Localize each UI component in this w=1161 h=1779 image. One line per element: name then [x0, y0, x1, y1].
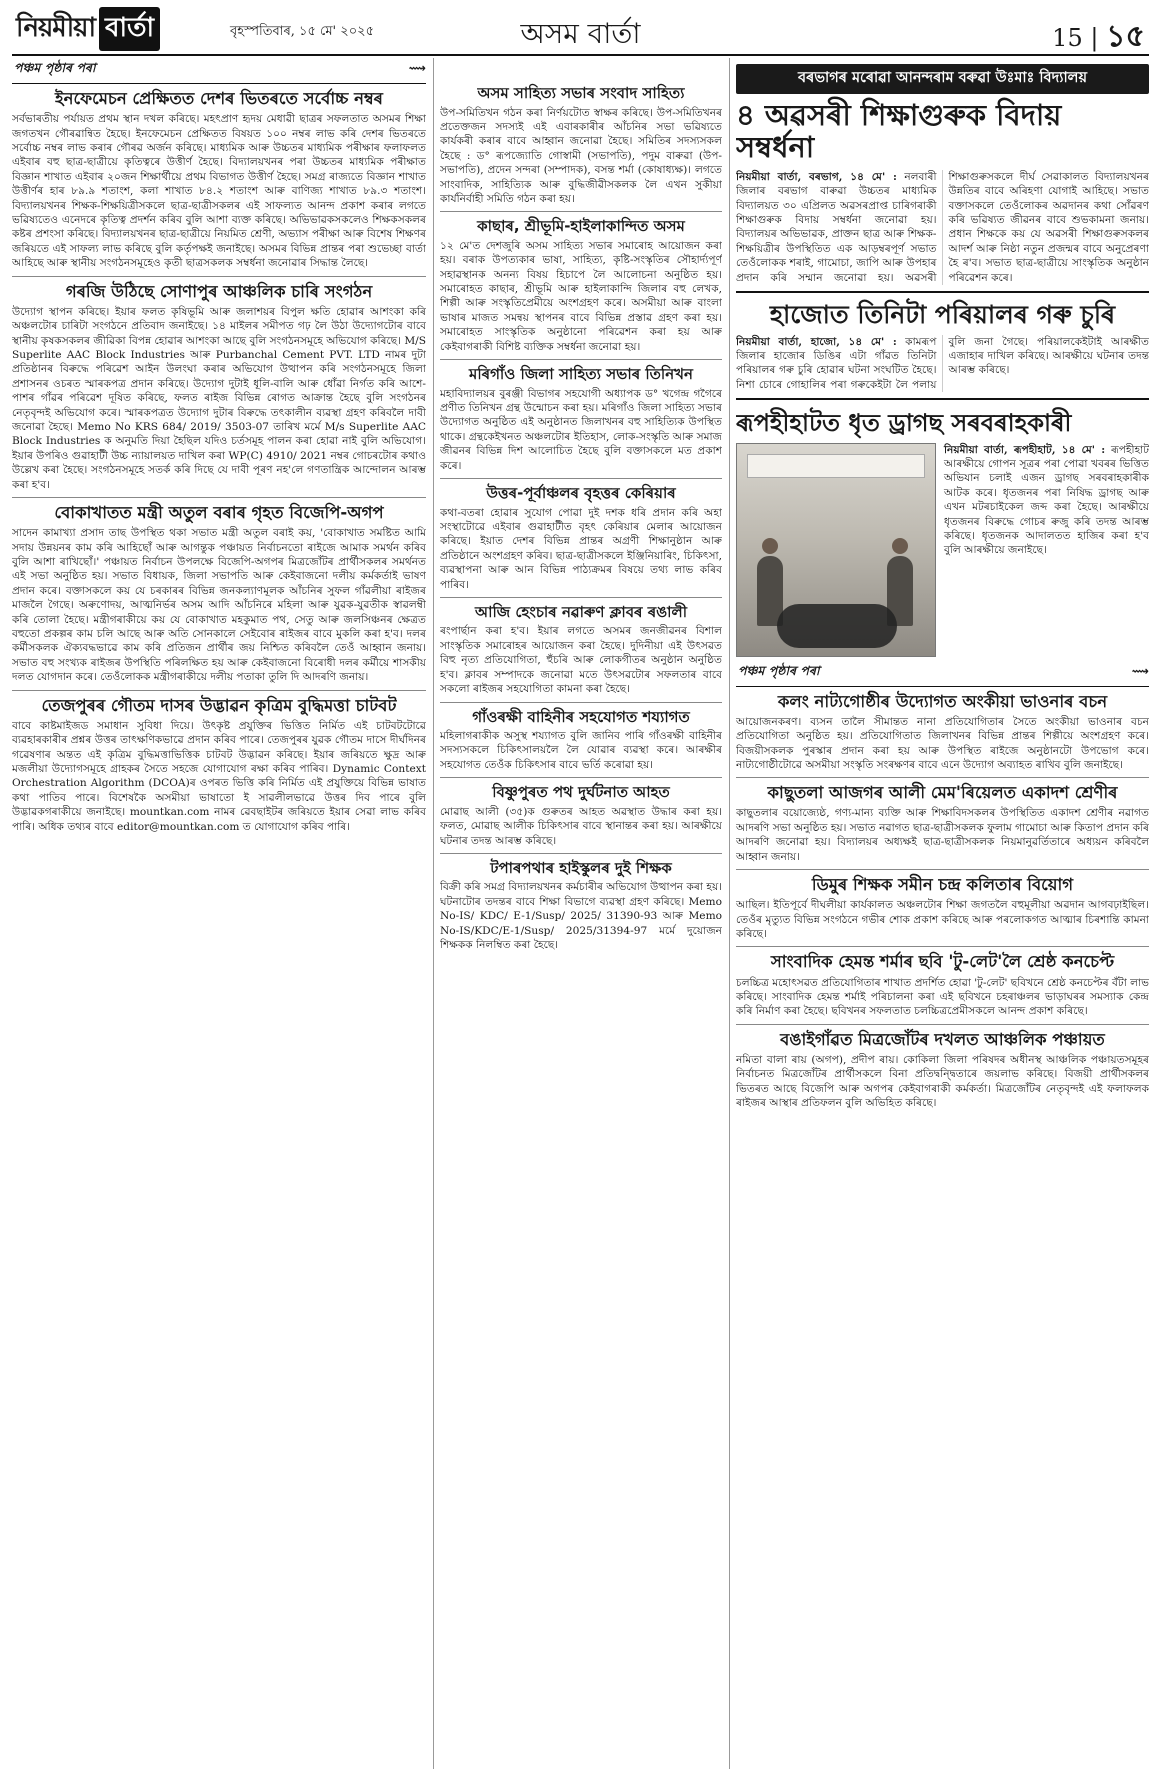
article-body: কাছুতলাৰ বয়োজ্যেষ্ঠ, গণ্য-মান্য ব্যক্তি আৰু শিক্ষাবিদসকলৰ উপস্থিতিত একাদশ শ্ৰেণীৰ নৱাগত আদৰণি সভা অনুষ্ঠিত হয়। সভাত নৱাগত ছাত্ৰ-ছাত্ৰীসকলক ফুলাম গামোচা আৰু কিতাপ প্ৰদান কৰি আদৰণি জনোৱা হয়। বিদ্যালয়ৰ অধ্যক্ষই ছাত্ৰ-ছাত্ৰীসকলক নিয়মানুৱৰ্তিতাৰে অধ্যয়ন কৰিবলৈ আহ্বান জনায়।	[736, 807, 1149, 863]
page-number-as: ১৫	[1106, 19, 1145, 54]
continued-label: পঞ্চম পৃষ্ঠাৰ পৰা	[738, 662, 820, 678]
article-body: উদ্যোগ স্থাপন কৰিছে। ইয়াৰ ফলত কৃষিভূমি আৰু জলাশয়ৰ বিপুল ক্ষতি হোৱাৰ আশংকা কৰি অঞ্চলটোৰ চাৰিটা সংগঠনে প্ৰতিবাদ জনাইছে। ১৪ মাইলৰ সমীপত গঢ় লৈ উঠা উদ্যোগটোৰ বাবে স্থানীয় কৃষকসকলৰ জীৱিকা বিপন্ন হোৱাৰ আশংকা আছে বুলি সংগঠনসমূহে অভিযোগ কৰিছে। M/S Superlite AAC Block Industries আৰু Purbanchal Cement PVT. LTD নামৰ দুটা প্ৰতিষ্ঠানৰ বিৰুদ্ধে পৰিৱেশ আইন উলংঘা কৰাৰ অভিযোগ উত্থাপন কৰি সংগঠনসমূহে জিলা প্ৰশাসনৰ ওচৰত স্মাৰকপত্ৰ প্ৰদান কৰিছে। উদ্যোগ দুটাই ধূলি-বালি আৰু ধোঁৱা নিৰ্গত কৰি আশে-পাশৰ গাঁৱৰ পৰিৱেশ দূষিত কৰিছে, ফলত ৰাইজ বিভিন্ন ৰোগত আক্ৰান্ত হৈছে বুলি সংগঠনৰ নেতৃবৃন্দই অভিযোগ কৰে। স্মাৰকপত্ৰত উদ্যোগ দুটাৰ বিৰুদ্ধে তৎকালীন ব্যৱস্থা গ্ৰহণ কৰিবলৈ দাবী জনোৱা হৈছে। Memo No KRS 684/ 2019/ 3503-07 তাৰিখ মৰ্মে M/s Superlite AAC Block Industries ক অনুমতি দিয়া হৈছিল যদিও চৰ্তসমূহ পালন কৰা হোৱা নাই বুলি অভিযোগ। ইয়াৰ উপৰিও গুৱাহাটী উচ্চ ন্যায়ালয়ত দাখিল কৰা WP(C) 4910/ 2021 নম্বৰ গোচৰটোৰ কথাও উল্লেখ কৰা হৈছে। সংগঠনসমূহে সতৰ্ক কৰি দিছে যে দাবী পূৰণ নহ'লে গণতান্ত্ৰিক আন্দোলন আৰম্ভ কৰা হ'ব।	[12, 305, 426, 491]
article-title: তেজপুৰৰ গৌতম দাসৰ উদ্ভাৱন কৃত্ৰিম বুদ্ধিমত্তা চাটবট	[41, 695, 397, 715]
article-text: কামৰূপ জিলাৰ হাজোৰ ডিঙিৰ এটা গাঁৱত তিনিটা পৰিয়ালৰ গৰু চুৰি হোৱাৰ ঘটনা সংঘটিত হৈছে। নিশা চোৰে গোহালিৰ পৰা গৰুকেইটা লৈ পলায় বুলি জনা গৈছে। পৰিয়ালকেইটাই আৰক্ষীত এজাহাৰ দাখিল কৰিছে। আৰক্ষীয়ে ঘটনাৰ তদন্ত আৰম্ভ কৰিছে।	[736, 335, 1149, 391]
continued-label: পঞ্চম পৃষ্ঠাৰ পৰা	[14, 60, 96, 75]
column-right	[736, 58, 1149, 1769]
article-title: কলং নাট্যগোষ্ঠীৰ উদ্যোগত অংকীয়া ভাওনাৰ বচন	[777, 691, 1108, 711]
ornament-icon: ⟿	[408, 61, 426, 75]
article-title: ৰূপহীহাটত ধৃত ড্ৰাগছ সৰবৰাহকাৰী	[736, 409, 1072, 438]
article-title: ইনফেমেচন প্ৰেক্ষিতত দেশৰ ভিতৰতে সৰ্বোচ্চ নম্বৰ	[55, 89, 383, 108]
article-body: আছিল। ইতিপূৰ্বে দীঘলীয়া কাৰ্যকালত অঞ্চলটোৰ শিক্ষা জগতলৈ বহুমূলীয়া অৱদান আগবঢ়াইছিল। তেওঁৰ মৃত্যুত বিভিন্ন সংগঠনে গভীৰ শোক প্ৰকাশ কৰিছে আৰু পৰলোকগত আত্মাৰ চিৰশান্তি কামনা কৰিছে।	[736, 899, 1149, 941]
article-title: গাঁওৰক্ষী বাহিনীৰ সহযোগত শয্যাগত	[472, 707, 690, 726]
article-body: চলচ্চিত্ৰ মহোৎসৱত প্ৰতিযোগিতাৰ শাখাত প্ৰদৰ্শিত হোৱা 'টু-লেট' ছবিখনে শ্ৰেষ্ঠ কনচেপ্টৰ বঁটা লাভ কৰিছে। সাংবাদিক হেমন্ত শৰ্মাই পৰিচালনা কৰা এই ছবিখনে চহৰাঞ্চলৰ ভাড়াঘৰৰ সমস্যাক কেন্দ্ৰ কৰি নিৰ্মাণ কৰা হৈছে। ছবিখনৰ সফলতাত চলচ্চিত্ৰপ্ৰেমীসকলে আনন্দ প্ৰকাশ কৰিছে।	[736, 976, 1149, 1018]
article-title: বঙাইগাঁৱত মিত্ৰজোঁটৰ দখলত আঞ্চলিক পঞ্চায়ত	[780, 1029, 1105, 1049]
masthead	[12, 8, 1149, 56]
article-body: ৰংপাৰ্ছান কৰা হ'ব। ইয়াৰ লগতে অসমৰ জনজীৱনৰ বিশাল সাংস্কৃতিক সমাৰোহৰ আয়োজন কৰা হৈছে। দুদিনীয়া এই উৎসৱত বিহু নৃত্য প্ৰতিযোগিতা, হুঁচৰি আৰু লোকগীতৰ অনুষ্ঠান অনুষ্ঠিত হ'ব। ক্লাবৰ সম্পাদকে জনোৱা মতে উৎসৱটোৰ সফলতাৰ বাবে সকলো ৰাইজৰ সহযোগিতা কামনা কৰা হৈছে।	[440, 625, 722, 696]
article-title: বিষ্ণুপুৰত পথ দুৰ্ঘটনাত আহত	[492, 783, 670, 802]
news-photo	[736, 443, 936, 657]
article-body: নমিতা বালা ৰায় (অগপ), প্ৰদীপ ৰায়। কোকিলা জিলা পৰিষদৰ অধীনস্থ আঞ্চলিক পঞ্চায়তসমূহৰ নিৰ্বাচনত মিত্ৰজোঁটৰ প্ৰাৰ্থীসকলে বিনা প্ৰতিদ্বন্দ্বিতাৰে জয়লাভ কৰিছে। বিজয়ী প্ৰাৰ্থীসকলৰ ভিতৰত আছে বিজেপি আৰু অগপৰ কেইবাগৰাকী কৰ্মকৰ্তা। মিত্ৰজোঁটৰ নেতৃবৃন্দই এই ফলাফলক ৰাইজৰ আস্থাৰ প্ৰতিফলন বুলি অভিহিত কৰিছে।	[736, 1053, 1149, 1110]
lead-headline: ৪ অৱসৰী শিক্ষাগুৰুক বিদায় সম্বৰ্ধনা	[736, 98, 1062, 164]
article-body: সাদেন কামাখ্যা প্ৰসাদ তাছ উপস্থিত থকা সভাত মন্ত্ৰী অতুল বৰাই কয়, 'বোকাখাত সমষ্টিত আমি সদায় উন্নয়নৰ কাম কৰি আহিছোঁ আৰু আগন্তুক পঞ্চায়ত নিৰ্বাচনতো ৰাইজে আমাক সমৰ্থন কৰিব বুলি আশা ৰাখিছোঁ।' পঞ্চায়ত নিৰ্বাচন উপলক্ষে বিজেপি-অগপৰ মিত্ৰজোঁটৰ প্ৰাৰ্থীসকলৰ সমৰ্থনত এই সভা অনুষ্ঠিত হয়। সভাত বিধায়ক, জিলা সভাপতি আৰু কেইবাজনো দলীয় কৰ্মকৰ্তাই ভাষণ প্ৰদান কৰে। বক্তাসকলে কয় যে চৰকাৰৰ বিভিন্ন জনকল্যাণমূলক আঁচনিৰ সুফল গাঁৱলীয়া ৰাইজৰ মাজলৈ গৈছে। অৰুণোদয়, আত্মনিৰ্ভৰ অসম আদি আঁচনিৰে মহিলা আৰু যুৱক-যুৱতীক স্বাৱলম্বী কৰি তোলা হৈছে। মন্ত্ৰীগৰাকীয়ে কয় যে বোকাখাত মহকুমাত পথ, সেতু আৰু জলসিঞ্চনৰ ক্ষেত্ৰত বহুতো প্ৰকল্পৰ কাম চলি আছে আৰু অতি সোনকালে সেইবোৰ ৰাইজৰ বাবে মুকলি কৰা হ'ব। দলৰ কৰ্মীসকলক ঐক্যবদ্ধভাৱে কাম কৰি প্ৰতিজন প্ৰাৰ্থীৰ জয় নিশ্চিত কৰিবলৈ তেওঁ আহ্বান জনায়। সভাত বহু সংখ্যক ৰাইজৰ উপস্থিতি পৰিলক্ষিত হয় আৰু কেইবাজনো বিৰোধী দলৰ কৰ্মীয়ে শাসকীয় দলত যোগদান কৰে। তেওঁলোকক মন্ত্ৰীগৰাকীয়ে দলীয় পতাকা তুলি দি আদৰণি জনায়।	[12, 527, 426, 684]
article-body: কথা-বতৰা হোৱাৰ সুযোগ পোৱা দুই দশক ধৰি প্ৰদান কৰি অহা সংস্থাটোৱে এইবাৰ গুৱাহাটীত বৃহৎ কেৰিয়াৰ মেলাৰ আয়োজন কৰিছে। ইয়াত দেশৰ বিভিন্ন প্ৰান্তৰ অগ্ৰণী শিক্ষানুষ্ঠান আৰু প্ৰতিষ্ঠানে অংশগ্ৰহণ কৰিব। ছাত্ৰ-ছাত্ৰীসকলে ইঞ্জিনিয়াৰিং, চিকিৎসা, ব্যৱস্থাপনা আৰু আন বিভিন্ন পাঠ্যক্ৰমৰ বিষয়ে তথ্য লাভ কৰিব পাৰিব।	[440, 506, 722, 591]
photo-person-head	[762, 538, 778, 554]
article-title: হাজোত তিনিটা পৰিয়ালৰ গৰু চুৰি	[769, 300, 1116, 330]
ornament-icon: ⟿	[1131, 663, 1149, 678]
dateline: নিয়মীয়া বাৰ্তা, বৰভাগ, ১৪ মে' :	[736, 170, 897, 183]
page-number-en: 15	[1052, 24, 1083, 52]
content-grid	[12, 58, 1149, 1769]
section-title: অসম বাৰ্তা	[520, 17, 641, 50]
dateline: নিয়মীয়া বাৰ্তা, হাজো, ১৪ মে' :	[736, 335, 897, 348]
logo-part2: বাৰ্তা	[99, 7, 160, 51]
article-body: মোৱাছ আলী (৩৫)ক গুৰুতৰ আহত অৱস্থাত উদ্ধাৰ কৰা হয়। ফলত, মোৱাছ আলীক চিকিৎসাৰ বাবে স্থানান্তৰ কৰা হয়। আৰক্ষীয়ে ঘটনাৰ তদন্ত আৰম্ভ কৰিছে।	[440, 805, 722, 847]
article-title: আজি হেংচাৰ নৱাৰুণ ক্লাবৰ ৰঙালী	[474, 602, 687, 621]
article-body	[736, 335, 1149, 393]
article-body: মহাবিদ্যালয়ৰ বুৰঞ্জী বিভাগৰ সহযোগী অধ্যাপক ড° খগেন্দ্ৰ গগৈৰে প্ৰণীত তিনিখন গ্ৰন্থ উন্মোচন কৰা হয়। মৰিগাঁও জিলা সাহিত্য সভাৰ উদ্যোগত অনুষ্ঠিত এই অনুষ্ঠানত জিলাখনৰ বহু সাহিত্যিক উপস্থিত থাকে। গ্ৰন্থকেইখনত অঞ্চলটোৰ ইতিহাস, লোক-সংস্কৃতি আৰু সমাজ জীৱনৰ বিভিন্ন দিশ আলোচিত হৈছে বুলি বক্তাসকলে মত প্ৰকাশ কৰে।	[440, 387, 722, 472]
article-title: সাংবাদিক হেমন্ত শৰ্মাৰ ছবি 'টু-লেট'লৈ শ্ৰেষ্ঠ কনচেপ্ট	[770, 952, 1115, 972]
photo-person-head	[892, 538, 908, 554]
article-body	[736, 170, 1149, 285]
continued-header	[736, 661, 1149, 687]
article-title: কাছাৰ, শ্ৰীভূমি-হাইলাকান্দিত অসম	[477, 217, 685, 236]
photo-story	[736, 443, 1149, 657]
dateline: নিয়মীয়া বাৰ্তা, ৰূপহীহাট, ১৪ মে' :	[944, 443, 1106, 456]
article-body: আয়োজনকৰণ। ব্যসন তালৈ সীমান্তত নানা প্ৰতিযোগিতাৰ সৈতে অংকীয়া ভাওনাৰ বচন প্ৰতিযোগিতা অনুষ্ঠিত হয়। প্ৰতিযোগিতাত জিলাখনৰ বিভিন্ন প্ৰান্তৰ শিল্পীয়ে অংশগ্ৰহণ কৰে। বিজয়ীসকলক পুৰস্কাৰ প্ৰদান কৰা হয় আৰু উপস্থিত ৰাইজে অনুষ্ঠানটো উপভোগ কৰে। নাট্যগোষ্ঠীটোৱে অসমীয়া সংস্কৃতি সংৰক্ষণৰ বাবে এনে উদ্যোগ অব্যাহত ৰাখিব বুলি জনাইছে।	[736, 715, 1149, 771]
column-left	[12, 58, 426, 1769]
article-body	[944, 443, 1149, 652]
article-title: ডিমুৰ শিক্ষক সমীন চন্দ্ৰ কলিতাৰ বিয়োগ	[811, 875, 1074, 895]
article-text: নলবাৰী জিলাৰ বৰভাগ বাৰুৱা উচ্চতৰ মাধ্যমিক বিদ্যালয়ত ৩০ এপ্ৰিলত অৱসৰপ্ৰাপ্ত চাৰিগৰাকী শিক্ষাগুৰুক বিদায় সম্বৰ্ধনা জনোৱা হয়। বিদ্যালয়ৰ অভিভাৱক, প্ৰাক্তন ছাত্ৰ আৰু শিক্ষক-শিক্ষয়িত্ৰীৰ উপস্থিতিত এক আড়ম্বৰপূৰ্ণ সভাত তেওঁলোকক শৰাই, গামোচা, জাপি আৰু উপহাৰ প্ৰদান কৰি সম্মান জনোৱা হয়। অৱসৰী শিক্ষাগুৰুসকলে দীৰ্ঘ সেৱাকালত বিদ্যালয়খনৰ উন্নতিৰ বাবে অৰিহণা যোগাই আহিছে। সভাত বক্তাসকলে তেওঁলোকৰ অৱদানৰ কথা সোঁৱৰণ কৰি ভৱিষ্যত জীৱনৰ বাবে শুভকামনা জনায়। প্ৰধান শিক্ষকে কয় যে অৱসৰী শিক্ষাগুৰুসকলৰ আদৰ্শ আৰু নিষ্ঠা নতুন প্ৰজন্মৰ বাবে অনুপ্ৰেৰণা হৈ ৰ'ব। সভাত ছাত্ৰ-ছাত্ৰীয়ে সাংস্কৃতিক অনুষ্ঠান পৰিৱেশন কৰে।	[736, 170, 1149, 284]
article-title: বোকাখাতত মন্ত্ৰী অতুল বৰাৰ গৃহত বিজেপি-অগপ	[54, 503, 384, 523]
article-body: মহিলাগৰাকীক অসুস্থ শয্যাগত বুলি জানিব পাৰি গাঁওৰক্ষী বাহিনীৰ সদস্যসকলে চিকিৎসালয়লৈ লৈ যোৱাৰ ব্যৱস্থা কৰে। আৰক্ষীৰ সহযোগত তেওঁক চিকিৎসাৰ বাবে ভৰ্তি কৰোৱা হয়।	[440, 730, 722, 771]
school-header: বৰভাগৰ মৰোৱা আনন্দৰাম বৰুৱা উঃমাঃ বিদ্যালয়	[736, 64, 1149, 94]
column-divider	[729, 58, 730, 1769]
continued-header	[12, 58, 426, 84]
article-title: উত্তৰ-পূৰ্বাঞ্চলৰ বৃহত্তৰ কেৰিয়াৰ	[486, 484, 676, 503]
article-title: অসম সাহিত্য সভাৰ সংবাদ সাহিত্য	[477, 84, 685, 102]
article-title: গৰজি উঠিছে সোণাপুৰ আঞ্চলিক চাৰি সংগঠন	[65, 281, 373, 301]
article-body: বিক্ৰী কৰি সমগ্ৰ বিদ্যালয়খনৰ কৰ্মচাৰীৰ অভিযোগ উত্থাপন কৰা হয়। ঘটনাটোৰ তদন্তৰ বাবে শিক্ষা বিভাগে ব্যৱস্থা গ্ৰহণ কৰিছে। Memo No-IS/ KDC/ E-1/Susp/ 2025/ 31390-93 আৰু Memo No-IS/KDC/E-1/Susp/ 2025/31394-97 মৰ্মে দুয়োজন শিক্ষকক নিলম্বিত কৰা হৈছে।	[440, 881, 722, 952]
article-title: টপাৰপথাৰ হাইস্কুলৰ দুই শিক্ষক	[490, 858, 672, 877]
column-divider	[433, 58, 434, 1769]
article-title: মৰিগাঁও জিলা সাহিত্য সভাৰ তিনিখন	[469, 365, 693, 384]
photo-banner	[747, 454, 925, 478]
article-body: সৰ্বভাৰতীয় পৰ্যায়ত প্ৰথম স্থান দখল কৰিছে। মহৎপ্ৰাণ হৃদয় মেধাৱী ছাত্ৰৰ সফলতাত অসমৰ শিক্ষা জগতখন গৌৰৱান্বিত হৈছে। ইনফেমেচন প্ৰেক্ষিতত বিষয়ত ১০০ নম্বৰ লাভ কৰি দেশৰ ভিতৰতে সৰ্বোচ্চ নম্বৰ লাভ কৰাৰ গৌৰৱ অৰ্জন কৰিছে। মাধ্যমিক আৰু উচ্চতৰ মাধ্যমিক পৰীক্ষাৰ ফলাফলত এইবাৰ বহু ছাত্ৰ-ছাত্ৰীয়ে কৃতিত্বৰে উত্তীৰ্ণ হৈছে। বিদ্যালয়খনৰ পৰা উচ্চতৰ মাধ্যমিক পৰীক্ষাত বিজ্ঞান শাখাত এইবাৰ ২০জন শিক্ষাৰ্থীয়ে প্ৰথম বিভাগত উত্তীৰ্ণ হৈছে। সমগ্ৰ ৰাজ্যতে বিজ্ঞান শাখাত উত্তীৰ্ণৰ হাৰ ৮৯.৯ শতাংশ, কলা শাখাত ৮৪.২ শতাংশ আৰু বাণিজ্য শাখাত ৮৯.৩ শতাংশ। বিদ্যালয়খনৰ শিক্ষক-শিক্ষয়িত্ৰীসকলে ছাত্ৰ-ছাত্ৰীসকলৰ এই সাফল্যত আনন্দ প্ৰকাশ কৰাৰ লগতে ভৱিষ্যতেও এনেদৰে কৃতিত্ব প্ৰদৰ্শন কৰিব বুলি আশা ব্যক্ত কৰিছে। অভিভাৱকসকলেও শিক্ষকসকলৰ কষ্টৰ প্ৰশংসা কৰিছে। বিদ্যালয়খনৰ ছাত্ৰ-ছাত্ৰীয়ে নিয়মিত শ্ৰেণী, অভ্যাস পৰীক্ষা আৰু বিশেষ শিক্ষণৰ জৰিয়তে এই সাফল্য লাভ কৰিছে বুলি কৰ্তৃপক্ষই জনাইছে। অসমৰ বিভিন্ন প্ৰান্তৰ পৰা শুভেচ্ছা বাৰ্তা আহিছে আৰু স্থানীয় সংগঠনসমূহেও কৃতী ছাত্ৰসকলক সম্বৰ্ধনা জনোৱাৰ সিদ্ধান্ত লৈছে।	[12, 113, 426, 270]
article-body: উপ-সমিতিখন গঠন কৰা নিৰ্ণয়টোত স্বাক্ষৰ কৰিছে। উপ-সমিতিখনৰ প্ৰতেক্তজন সদস্যই এই এবাৰকাৰীৰ আঁচনিৰ সভা ভৱিষ্যতে কাৰ্যকৰী কৰাৰ বাবে আহ্বান জনোৱা হৈছে। সমিতিৰ সদস্যসকল হৈছে : ড° ৰূপজ্যোতি গোস্বামী (সভাপতি), পদুম বাৰুৱা (উপ-সভাপতি), প্ৰদেন সন্দৰা (সম্পাদক), বসন্ত শৰ্মা (কোষাধ্যক্ষ)। লগতে সাংবাদিক, সাহিত্যিক আৰু বুদ্ধিজীৱীসকলক লৈ এখন সুকীয়া কাৰ্যনিৰ্বাহী সমিতি গঠন কৰা হয়।	[440, 106, 722, 205]
column-middle	[440, 58, 722, 1769]
article-body: বাবে কাষ্টমাইজড সমাধান সুবিধা দিয়ে। উৎকৃষ্ট প্ৰযুক্তিৰ ভিত্তিত নিৰ্মিত এই চাটবটটোৱে ব্যৱহাৰকাৰীৰ প্ৰশ্নৰ উত্তৰ তাৎক্ষণিকভাৱে প্ৰদান কৰিব পাৰে। তেজপুৰৰ যুৱক গৌতম দাসে দীৰ্ঘদিনৰ গৱেষণাৰ অন্তত এই কৃত্ৰিম বুদ্ধিমত্তাভিত্তিক চাটবট উদ্ভাৱন কৰিছে। ইয়াৰ জৰিয়তে ক্ষুদ্ৰ আৰু মজলীয়া উদ্যোগসমূহে গ্ৰাহকৰ সৈতে সহজে যোগাযোগ ৰক্ষা কৰিব পাৰিব। Dynamic Context Orchestration Algorithm (DCOA)ৰ ওপৰত ভিত্তি কৰি নিৰ্মিত এই প্ৰযুক্তিয়ে বিভিন্ন ভাষাত কথা পাতিব পাৰে। বিশেষকৈ অসমীয়া ভাষাতো ই সাৱলীলভাৱে উত্তৰ দিব পাৰে বুলি উদ্ভাৱকগৰাকীয়ে জনাইছে। mountkan.com নামৰ ৱেবছাইটৰ জৰিয়তে ইয়াৰ সেৱা লাভ কৰিব পাৰি। অধিক তথ্যৰ বাবে editor@mountkan.com ত যোগাযোগ কৰিব পাৰি।	[12, 719, 426, 833]
logo-part1: নিয়মীয়া	[16, 13, 96, 43]
article-text: ৰূপহীহাট আৰক্ষীয়ে গোপন সূত্ৰৰ পৰা পোৱা খবৰৰ ভিত্তিত অভিযান চলাই এজন ড্ৰাগছ সৰবৰাহকাৰীক আটক কৰে। ধৃতজনৰ পৰা নিষিদ্ধ ড্ৰাগছ আৰু এখন মটৰচাইকেল জব্দ কৰা হৈছে। আৰক্ষীয়ে ধৃতজনৰ বিৰুদ্ধে গোচৰ ৰুজু কৰি তদন্ত আৰম্ভ কৰিছে। ধৃতজনক আদালতত হাজিৰ কৰা হ'ব বুলি আৰক্ষীয়ে জনাইছে।	[944, 443, 1149, 557]
photo-motorcycle	[777, 604, 897, 648]
page-number: 15 | ১৫	[1052, 19, 1145, 54]
article-title: কাছুতলা আজগৰ আলী মেম'ৰিয়েলত একাদশ শ্ৰেণীৰ	[767, 783, 1118, 803]
article-body: ১২ মে'ত দেশজুৰি অসম সাহিত্য সভাৰ সমাৰোহ আয়োজন কৰা হয়। বৰাক উপত্যকাৰ ভাষা, সাহিত্য, কৃষ্টি-সংস্কৃতিৰ সৌহাৰ্দ্যপূৰ্ণ সহাৱস্থানক অনন্য বিষয় হিচাপে লৈ আলোচনা অনুষ্ঠিত হয়। সমাৰোহত কাছাৰ, শ্ৰীভূমি আৰু হাইলাকান্দি জিলাৰ বহু লেখক, শিল্পী আৰু সংস্কৃতিপ্ৰেমীয়ে অংশগ্ৰহণ কৰে। অসমীয়া আৰু বাংলা ভাষাৰ মাজত সমন্বয় স্থাপনৰ বাবে বিভিন্ন প্ৰস্তাৱ গ্ৰহণ কৰা হয়। সমাৰোহত সাংস্কৃতিক অনুষ্ঠানো পৰিৱেশন কৰা হয় আৰু কেইবাগৰাকী বিশিষ্ট ব্যক্তিক সম্বৰ্ধনা জনোৱা হয়।	[440, 239, 722, 353]
issue-date: বৃহস্পতিবাৰ, ১৫ মে' ২০২৫	[230, 24, 375, 39]
